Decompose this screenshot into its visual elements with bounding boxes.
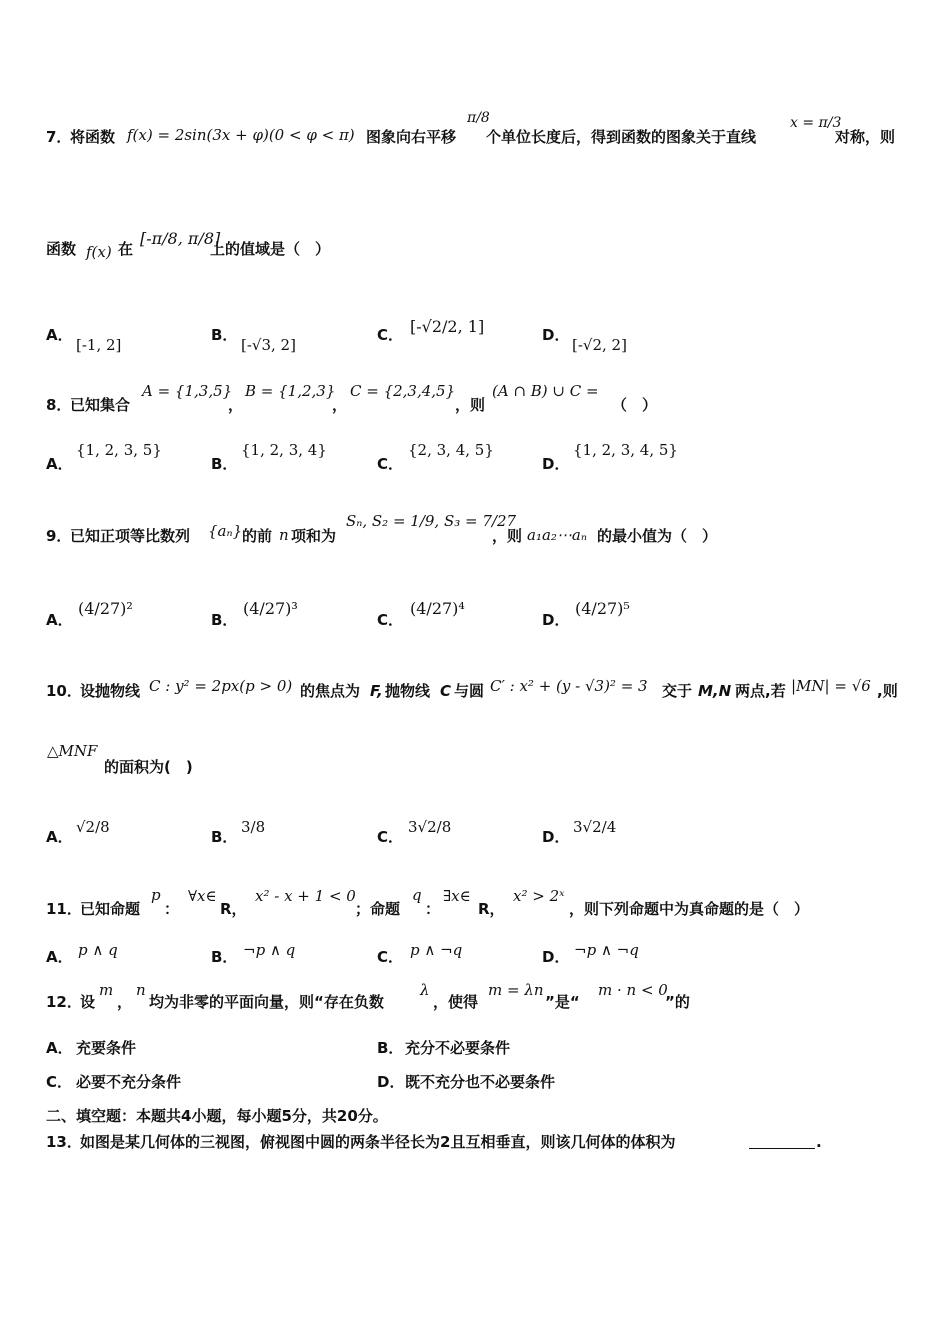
q7-option-d-label: D．	[542, 326, 570, 344]
q10-mn: M,N	[698, 682, 732, 700]
q9-option-d-label: D．	[542, 611, 570, 629]
q8-option-d-value: {1, 2, 3, 4, 5}	[573, 441, 678, 459]
q9-number: 9．	[46, 527, 72, 545]
q10-text-3: 抛物线	[385, 682, 431, 700]
q12-m: m	[99, 981, 114, 999]
q7-line-equation: x = π/3	[790, 115, 842, 131]
q10-option-d-value: 3√2/4	[573, 818, 617, 836]
q12-number: 12．	[46, 993, 82, 1011]
q7-option-b-label: B．	[211, 326, 238, 344]
q7-interval: [-π/8, π/8]	[140, 229, 221, 248]
q11-r-2: R，	[478, 900, 505, 918]
q10-text-7: ,则	[877, 682, 898, 700]
q10-option-b-label: B．	[211, 828, 238, 846]
q12-option-b-label: B．	[377, 1039, 404, 1057]
q9-text-3: 项和为	[291, 527, 337, 545]
section-2-heading: 二、填空题：本题共4小题，每小题5分，共20分。	[46, 1107, 388, 1125]
q7-text-1: 将函数	[70, 128, 116, 146]
q7-number: 7．	[46, 128, 72, 146]
q7-text-6: 在	[118, 240, 134, 258]
q9-n: n	[279, 526, 289, 544]
q11-option-c-label: C．	[377, 948, 404, 966]
q9-text-2: 的前	[242, 527, 273, 545]
q8-option-d-label: D．	[542, 455, 570, 473]
q12-option-d-label: D．	[377, 1073, 405, 1091]
q10-focus-f: F,	[370, 682, 383, 700]
q9-option-a-value: (4/27)²	[78, 599, 133, 618]
q12-option-a-label: A．	[46, 1039, 73, 1057]
q9-sums: Sₙ, S₂ = 1/9, S₃ = 7/27	[346, 512, 517, 530]
q9-option-a-label: A．	[46, 611, 73, 629]
q12-option-b-value: 充分不必要条件	[405, 1039, 511, 1057]
q13-end: .	[816, 1133, 822, 1151]
q8-set-c: C = {2,3,4,5}	[350, 382, 456, 400]
q8-option-c-label: C．	[377, 455, 404, 473]
q8-option-c-value: {2, 3, 4, 5}	[408, 441, 494, 459]
q12-option-d-value: 既不充分也不必要条件	[405, 1073, 556, 1091]
q13-answer-blank[interactable]	[749, 1132, 815, 1149]
q10-option-a-label: A．	[46, 828, 73, 846]
q10-text-2: 的焦点为	[300, 682, 361, 700]
q12-text-2: 均为非零的平面向量，则“存在负数	[149, 993, 384, 1011]
q8-number: 8．	[46, 396, 72, 414]
q9-text-5: 的最小值为（ ）	[597, 527, 718, 545]
q10-triangle: △MNF	[47, 742, 98, 760]
q11-text-1: 已知命题	[80, 900, 141, 918]
q9-sequence: {aₙ}	[208, 522, 243, 540]
q9-option-b-value: (4/27)³	[243, 599, 298, 618]
q8-option-b-label: B．	[211, 455, 238, 473]
q7-option-c-value: [-√2/2, 1]	[410, 317, 485, 336]
q11-option-c-value: p ∧ ¬q	[410, 941, 463, 959]
q11-text-3: ；命题	[355, 900, 401, 918]
q10-number: 10．	[46, 682, 82, 700]
q7-fx: f(x)	[86, 243, 112, 261]
q8-comma-1: ，	[228, 396, 244, 414]
q13-text: 如图是某几何体的三视图，俯视图中圆的两条半径长为2且互相垂直，则该几何体的体积为	[80, 1133, 676, 1151]
q8-text-3: （ ）	[612, 396, 658, 414]
q7-option-a-label: A．	[46, 326, 73, 344]
q7-text-2: 图象向右平移	[366, 128, 457, 146]
q7-shift-value: π/8	[467, 110, 490, 126]
q7-function-formula: f(x) = 2sin(3x + φ)(0 < φ < π)	[127, 126, 355, 144]
q11-option-b-value: ¬p ∧ q	[243, 941, 296, 959]
q12-text-3: ，使得	[433, 993, 479, 1011]
q7-text-5: 函数	[46, 240, 77, 258]
q10-text-4: 与圆	[454, 682, 485, 700]
q11-q: q	[412, 886, 422, 904]
q11-text-4: ：	[425, 900, 441, 918]
q13-number: 13．	[46, 1133, 82, 1151]
q10-option-a-value: √2/8	[76, 818, 110, 836]
q12-option-c-value: 必要不充分条件	[76, 1073, 182, 1091]
q12-comma: ，	[117, 993, 133, 1011]
q11-number: 11．	[46, 900, 82, 918]
q8-text-1: 已知集合	[70, 396, 131, 414]
q10-length: |MN| = √6	[791, 677, 871, 695]
q9-text-4: ，则	[492, 527, 523, 545]
q7-text-3: 个单位长度后，得到函数的图象关于直线	[486, 128, 757, 146]
q12-dot-product: m · n < 0	[598, 981, 668, 999]
q11-q-inequality: x² > 2ˣ	[513, 887, 565, 905]
q12-n: n	[136, 981, 146, 999]
q10-option-c-value: 3√2/8	[408, 818, 452, 836]
q9-option-b-label: B．	[211, 611, 238, 629]
q11-option-a-label: A．	[46, 948, 73, 966]
q7-text-7: 上的值域是（ ）	[210, 240, 331, 258]
q7-text-4: 对称，则	[835, 128, 896, 146]
q11-text-2: ：	[164, 900, 180, 918]
q11-p-statement: ∀x∈	[188, 887, 217, 905]
q10-circle: C′ : x² + (y - √3)² = 3	[490, 677, 648, 695]
q11-option-d-value: ¬p ∧ ¬q	[574, 941, 639, 959]
q10-option-d-label: D．	[542, 828, 570, 846]
q9-text-1: 已知正项等比数列	[70, 527, 191, 545]
q11-option-d-label: D．	[542, 948, 570, 966]
q8-set-b: B = {1,2,3}	[245, 382, 336, 400]
q7-option-d-value: [-√2, 2]	[572, 336, 627, 354]
q10-c: C	[440, 682, 452, 700]
q11-q-statement: ∃x∈	[443, 887, 471, 905]
q12-lambda: λ	[420, 981, 430, 999]
q10-text-5: 交于	[662, 682, 693, 700]
q10-text-1: 设抛物线	[80, 682, 141, 700]
q11-r-1: R，	[220, 900, 247, 918]
q8-option-a-label: A．	[46, 455, 73, 473]
q9-product: a₁a₂⋯aₙ	[527, 526, 587, 544]
q12-text-5: ”的	[665, 993, 690, 1011]
q10-option-b-value: 3/8	[241, 818, 266, 836]
q12-text-1: 设	[80, 993, 96, 1011]
q8-comma-2: ，	[332, 396, 348, 414]
q8-expression: (A ∩ B) ∪ C =	[492, 382, 599, 400]
q12-equation: m = λn	[488, 981, 544, 999]
q10-option-c-label: C．	[377, 828, 404, 846]
q12-option-a-value: 充要条件	[76, 1039, 137, 1057]
q11-p: p	[151, 886, 161, 904]
q11-p-inequality: x² - x + 1 < 0	[255, 887, 356, 905]
q9-option-c-value: (4/27)⁴	[410, 599, 465, 618]
q8-option-a-value: {1, 2, 3, 5}	[76, 441, 162, 459]
q11-option-b-label: B．	[211, 948, 238, 966]
q10-text-8: 的面积为( )	[104, 758, 193, 776]
q9-option-d-value: (4/27)⁵	[575, 599, 630, 618]
q8-text-2: ，则	[455, 396, 486, 414]
q12-option-c-label: C．	[46, 1073, 73, 1091]
q12-text-4: ”是“	[545, 993, 580, 1011]
q7-option-c-label: C．	[377, 326, 404, 344]
q8-set-a: A = {1,3,5}	[142, 382, 233, 400]
q11-text-5: ，则下列命题中为真命题的是（ ）	[569, 900, 810, 918]
q8-option-b-value: {1, 2, 3, 4}	[241, 441, 327, 459]
q9-option-c-label: C．	[377, 611, 404, 629]
q10-parabola: C : y² = 2px(p > 0)	[149, 677, 293, 695]
q7-option-b-value: [-√3, 2]	[241, 336, 296, 354]
q10-text-6: 两点,若	[735, 682, 786, 700]
q7-option-a-value: [-1, 2]	[76, 336, 122, 354]
q11-option-a-value: p ∧ q	[78, 941, 118, 959]
